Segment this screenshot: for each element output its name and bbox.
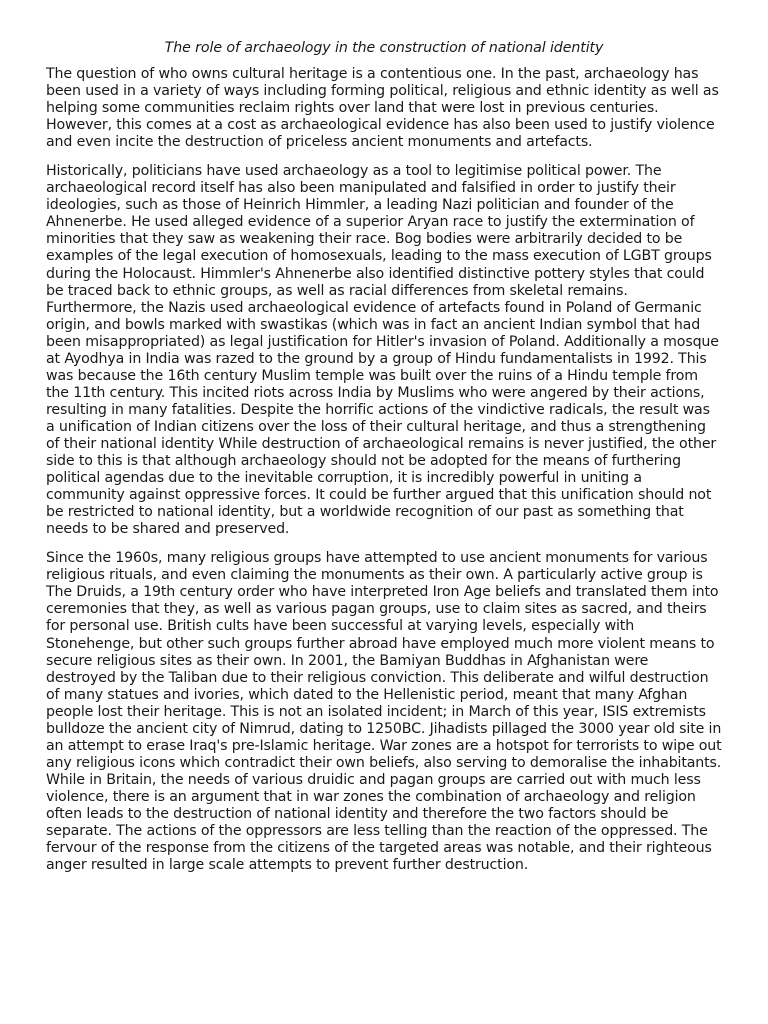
document-title: The role of archaeology in the construction of national identity xyxy=(164,40,604,56)
paragraph-intro: The question of who owns cultural heritage is a contentious one. In the past, archaeology has been used in a variety of ways including forming political, religious and ethnic identity as well as helping some communities reclaim rights over land that were lost in previous centuries. However, this comes at a cost as archaeological evidence has also been used to justify violence and even incite the destruction of priceless ancient monuments and artefacts. xyxy=(46,66,719,151)
paragraph-religion: Since the 1960s, many religious groups have attempted to use ancient monuments for various religious rituals, and even claiming the monuments as their own. A particularly active group is The Druids, a 19th century order who have interpreted Iron Age beliefs and translated them into ceremonies that they, as well as various pagan groups, use to claim sites as sacred, and theirs for personal use. British cults have been successful at varying levels, especially with Stonehenge, but other such groups further abroad have employed much more violent means to secure religious sites as their own. In 2001, the Bamiyan Buddhas in Afghanistan were destroyed by the Taliban due to their religious conviction. This deliberate and wilful destruction of many statues and ivories, which dated to the Hellenistic period, meant that many Afghan people lost their heritage. This is not an isolated incident; in March of this year, ISIS extremists bulldoze the ancient city of Nimrud, dating to 1250BC. Jihadists pillaged the 3000 year old site in an attempt to erase Iraq's pre-Islamic heritage. War zones are a hotspot for terrorists to wipe out any religious icons which contradict their own beliefs, also serving to demoralise the inhabitants. While in Britain, the needs of various druidic and pagan groups are carried out with much less violence, there is an argument that in war zones the combination of archaeology and religion often leads to the destruction of national identity and therefore the two factors should be separate. The actions of the oppressors are less telling than the reaction of the oppressed. The fervour of the response from the citizens of the targeted areas was notable, and their righteous anger resulted in large scale attempts to prevent further destruction. xyxy=(46,550,722,874)
paragraph-politics: Historically, politicians have used archaeology as a tool to legitimise political power. The archaeological record itself has also been manipulated and falsified in order to justify their ideologies, such as those of Heinrich Himmler, a leading Nazi politician and founder of the Ahnenerbe. He used alleged evidence of a superior Aryan race to justify the extermination of minorities that they saw as weakening their race. Bog bodies were arbitrarily decided to be examples of the legal execution of homosexuals, leading to the mass execution of LGBT groups during the Holocaust. Himmler's Ahnenerbe also identified distinctive pottery styles that could be traced back to ethnic groups, as well as racial differences from skeletal remains. Furthermore, the Nazis used archaeological evidence of artefacts found in Poland of Germanic origin, and bowls marked with swastikas (which was in fact an ancient Indian symbol that had been misappropriated) as legal justification for Hitler's invasion of Poland. Additionally a mosque at Ayodhya in India was razed to the ground by a group of Hindu fundamentalists in 1992. This was because the 16th century Muslim temple was built over the ruins of a Hindu temple from the 11th century. This incited riots across India by Muslims who were angered by their actions, resulting in many fatalities. Despite the horrific actions of the vindictive radicals, the result was a unification of Indian citizens over the loss of their cultural heritage, and thus a strengthening of their national identity While destruction of archaeological remains is never justified, the other side to this is that although archaeology should not be adopted for the means of furthering political agendas due to the inevitable corruption, it is incredibly powerful in uniting a community against oppressive forces. It could be further argued that this unification should not be restricted to national identity, but a worldwide recognition of our past as something that needs to be shared and preserved. xyxy=(46,163,719,538)
